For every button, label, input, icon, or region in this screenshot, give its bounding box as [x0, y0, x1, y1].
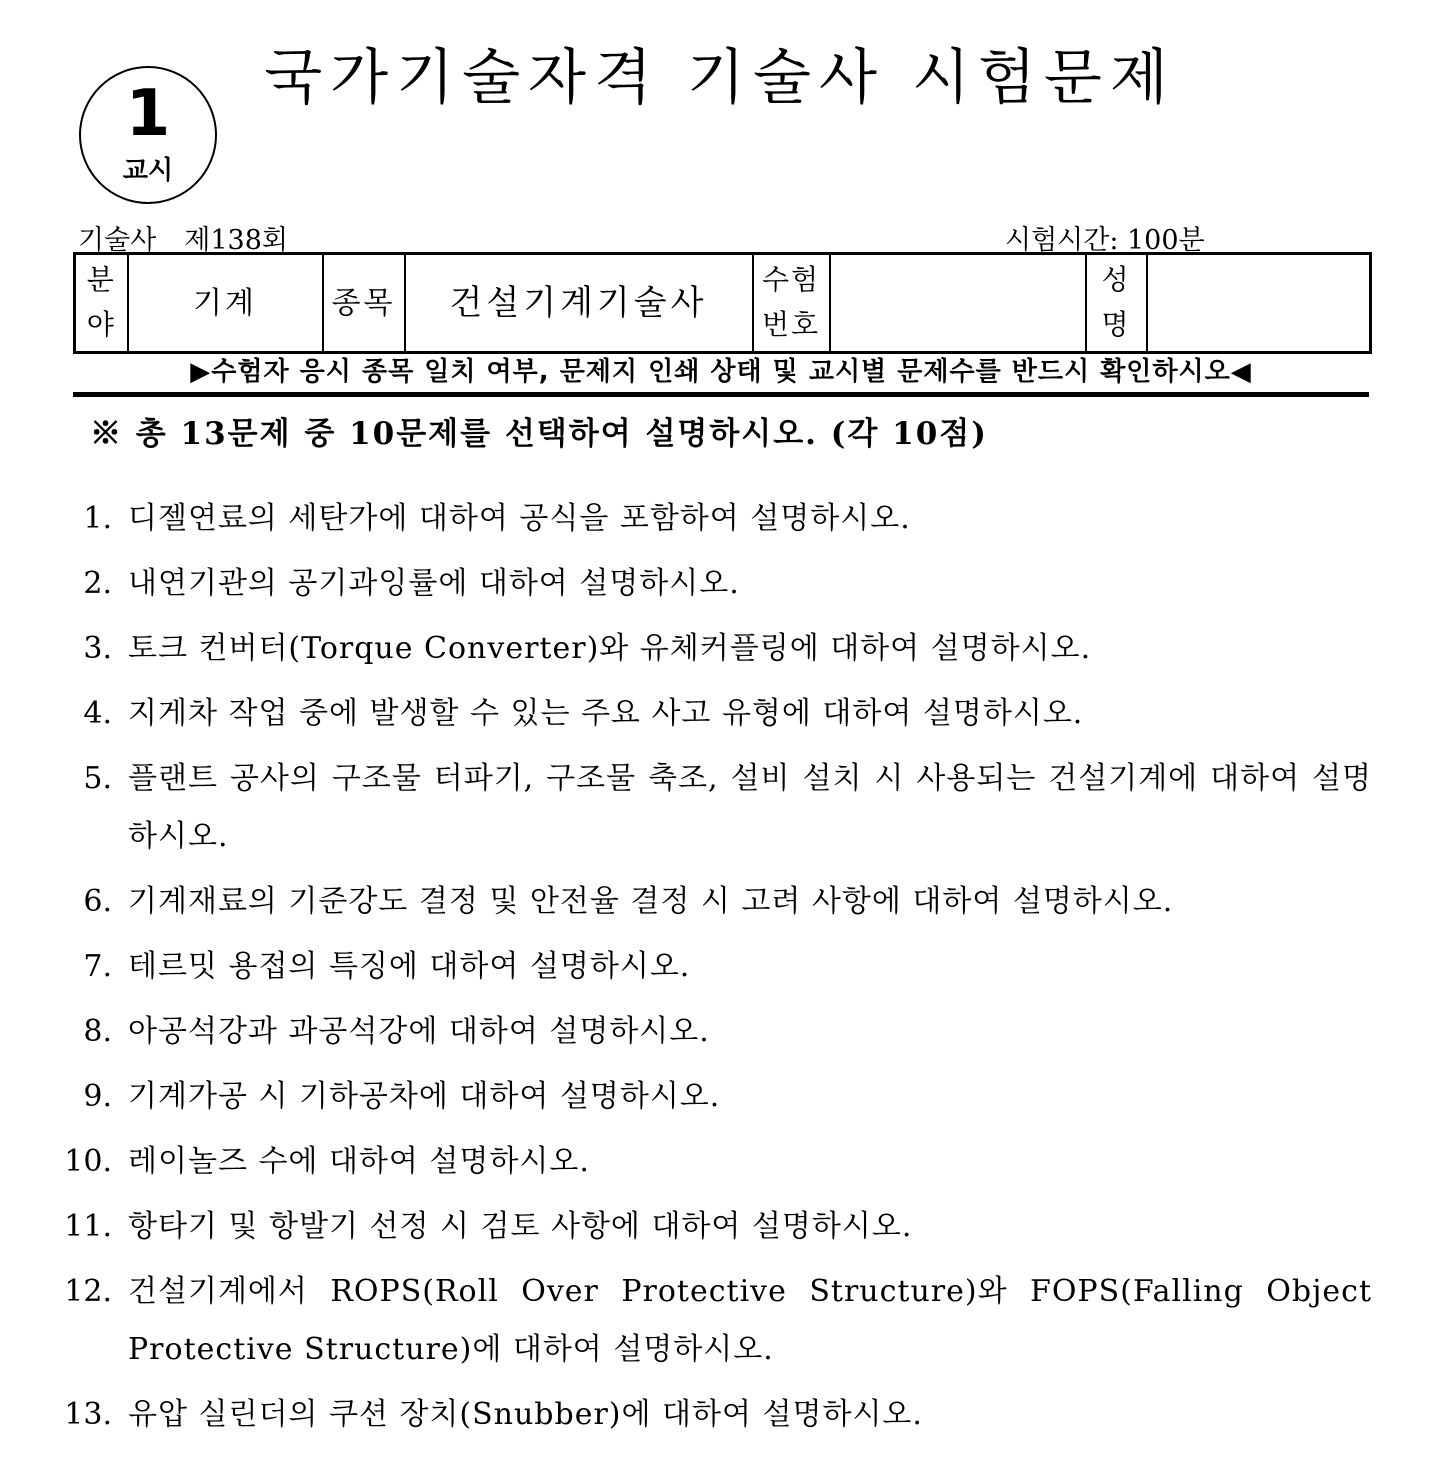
- question-text: 항타기 및 항발기 선정 시 검토 사항에 대하여 설명하시오.: [128, 1209, 913, 1244]
- session-number: 1: [125, 77, 171, 151]
- question-text: 테르밋 용접의 특징에 대하여 설명하시오.: [128, 949, 691, 984]
- exam-info-table: [73, 252, 1372, 354]
- question-number: 11.: [64, 1209, 112, 1244]
- question-item: [60, 685, 1372, 743]
- field-label: 분 야: [75, 254, 128, 353]
- exam-category: 기술사: [78, 225, 157, 256]
- question-number: 3.: [83, 631, 112, 666]
- question-text: 디젤연료의 세탄가에 대하여 공식을 포함하여 설명하시오.: [128, 501, 911, 536]
- question-text: 플랜트 공사의 구조물 터파기, 구조물 축조, 설비 설치 시 사용되는 건설기계에 대하여 설명하시오.: [128, 761, 1372, 854]
- question-item: [60, 1198, 1372, 1256]
- question-text: 지게차 작업 중에 발생할 수 있는 주요 사고 유형에 대하여 설명하시오.: [128, 696, 1084, 731]
- question-item: [60, 1068, 1372, 1126]
- question-item: [60, 555, 1372, 613]
- question-text: 유압 실린더의 쿠션 장치(Snubber)에 대하여 설명하시오.: [128, 1397, 923, 1432]
- question-item: [60, 938, 1372, 996]
- question-item: [60, 620, 1372, 678]
- name-field[interactable]: [1147, 254, 1371, 353]
- notice-banner: ▶수험자 응시 종목 일치 여부, 문제지 인쇄 상태 및 교시별 문제수를 반드시 확인하시오◀: [73, 354, 1369, 397]
- field-value: 기계: [128, 254, 323, 353]
- question-text: 토크 컨버터(Torque Converter)와 유체커플링에 대하여 설명하시오.: [128, 631, 1092, 666]
- question-item: [60, 490, 1372, 548]
- question-text: 내연기관의 공기과잉률에 대하여 설명하시오.: [128, 566, 740, 601]
- question-number: 2.: [83, 566, 112, 601]
- exam-number-label: 수험 번호: [753, 254, 830, 353]
- question-item: [60, 750, 1372, 866]
- question-number: 8.: [83, 1014, 112, 1049]
- question-number: 7.: [83, 949, 112, 984]
- question-number: 5.: [83, 761, 112, 796]
- instruction: ※ 총 13문제 중 10문제를 선택하여 설명하시오. (각 10점): [90, 416, 988, 452]
- question-text: 아공석강과 과공석강에 대하여 설명하시오.: [128, 1014, 710, 1049]
- question-item: [60, 1263, 1372, 1379]
- question-text: 레이놀즈 수에 대하여 설명하시오.: [128, 1144, 590, 1179]
- question-number: 12.: [64, 1274, 112, 1309]
- page-title: 국가기술자격 기술사 시험문제: [264, 43, 1176, 113]
- question-number: 6.: [83, 884, 112, 919]
- name-label: 성 명: [1086, 254, 1147, 353]
- question-number: 10.: [64, 1144, 112, 1179]
- question-item: [60, 1003, 1372, 1061]
- item-value: 건설기계기술사: [405, 254, 753, 353]
- question-text: 기계재료의 기준강도 결정 및 안전율 결정 시 고려 사항에 대하여 설명하시오.: [128, 884, 1174, 919]
- exam-duration: 시험시간: 100분: [1005, 225, 1205, 256]
- exam-number-field[interactable]: [830, 254, 1086, 353]
- question-number: 1.: [83, 501, 112, 536]
- question-list: [60, 490, 1372, 1451]
- question-item: [60, 873, 1372, 931]
- item-label: 종목: [323, 254, 405, 353]
- question-item: [60, 1133, 1372, 1191]
- question-text: 기계가공 시 기하공차에 대하여 설명하시오.: [128, 1079, 721, 1114]
- question-text: 건설기계에서 ROPS(Roll Over Protective Structure)와 FOPS(Falling Object Protective Structure)에 대하여 설명하시오.: [128, 1274, 1372, 1367]
- session-label: 교시: [122, 156, 174, 186]
- question-number: 9.: [83, 1079, 112, 1114]
- session-badge: [79, 66, 217, 204]
- question-item: [60, 1386, 1372, 1444]
- question-number: 13.: [64, 1397, 112, 1432]
- question-number: 4.: [83, 696, 112, 731]
- exam-round-number: 제138회: [184, 225, 288, 256]
